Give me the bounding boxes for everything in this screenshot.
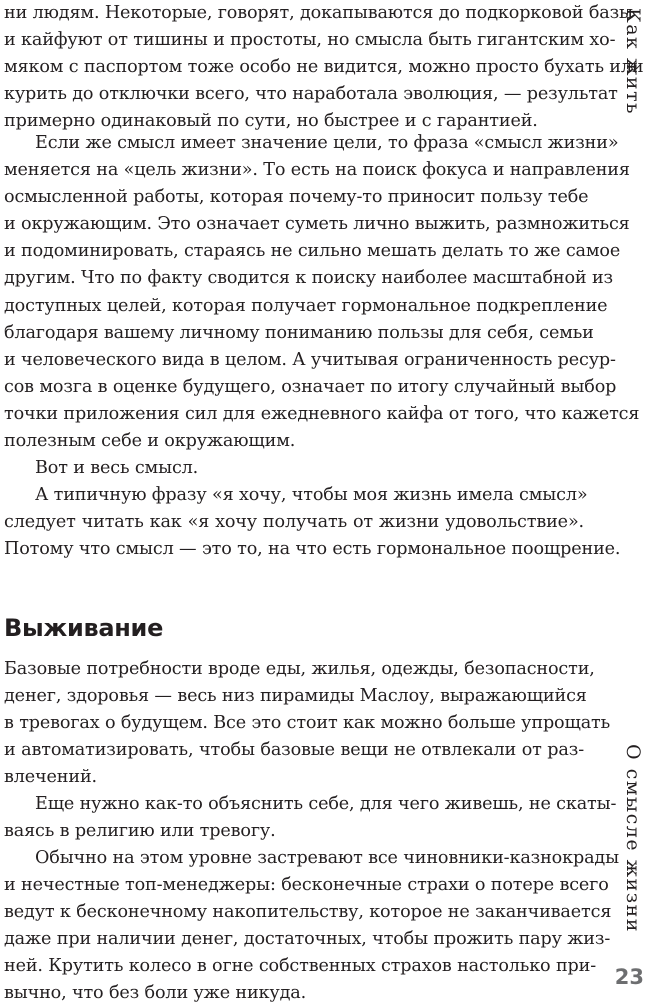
text-line: и человеческого вида в целом. А учитывая ограниченность ресур- [4,349,616,370]
text-line: меняется на «цель жизни». То есть на поиск фокуса и направления [4,160,630,181]
text-line: вычно, что без боли уже никуда. [4,983,307,1004]
paragraph [4,482,621,563]
text-line: и нечестные топ-менеджеры: бесконечные страхи о потере всего [4,875,609,896]
text-line: доступных целей, которая получает гормональное подкрепление [4,295,608,316]
text-line: Базовые потребности вроде еды, жилья, одежды, безопасности, [4,659,595,679]
text-line: ни людям. Некоторые, говорят, докапываются до подкорковой базы [4,3,633,23]
text-line: Потому что смысл — это то, на что есть гормональное поощрение. [4,539,621,560]
text-line: другим. Что по факту сводится к поиску наиболее масштабной из [4,268,613,289]
text-line: примерно одинаковый по сути, но быстрее и с гарантией. [4,111,538,132]
section-heading: Выживание [4,614,164,642]
text-line: А типичную фразу «я хочу, чтобы моя жизнь имела смысл» [35,485,588,505]
text-line: осмысленной работы, которая почему-то приносит пользу тебе [4,187,589,208]
text-line: Обычно на этом уровне застревают все чиновники-казнокрады [35,848,619,868]
section-paragraph [4,791,617,845]
text-line: мяком с паспортом тоже особо не видится, можно просто бухать или [4,57,644,78]
text-line: и автоматизировать, чтобы базовые вещи не отвлекали от раз- [4,740,584,761]
text-line: курить до отключки всего, что наработала эволюция, — результат [4,84,618,105]
running-header: Как жить [622,8,644,115]
text-line: благодаря вашему личному пониманию пользы для себя, семьи [4,322,594,343]
text-line: ней. Крутить колесо в огне собственных страхов настолько при- [4,956,597,977]
text-line: Если же смысл имеет значение цели, то фраза «смысл жизни» [35,133,619,153]
text-line: Еще нужно как-то объяснить себе, для чего живешь, не скаты- [35,794,617,814]
text-line: полезным себе и окружающим. [4,431,296,452]
text-line: и окружающим. Это означает суметь лично выжить, размножиться [4,214,630,235]
chapter-title: О смысле жизни [622,744,644,933]
paragraph [4,130,640,455]
text-line: Вот и весь смысл. [35,458,199,478]
text-line: и подоминировать, стараясь не сильно мешать делать то же самое [4,241,621,262]
text-line: ведут к бесконечному накопительству, которое не заканчивается [4,902,612,923]
text-line: влечений. [4,767,97,788]
text-line: сов мозга в оценке будущего, означает по итогу случайный выбор [4,376,617,397]
text-line: и кайфуют от тишины и простоты, но смысла быть гигантским хо- [4,30,616,51]
text-line: точки приложения сил для ежедневного кайфа от того, что кажется [4,403,640,424]
section-paragraph [4,845,619,1008]
page-number: 23 [614,965,644,989]
text-line: в тревогах о будущем. Все это стоит как можно больше упрощать [4,713,611,734]
section-paragraph [4,656,611,791]
text-line: денег, здоровья — весь низ пирамиды Маслоу, выражающийся [4,686,587,707]
paragraph [4,455,584,482]
text-line: ваясь в религию или тревогу. [4,821,276,842]
text-line: даже при наличии денег, достаточных, чтобы прожить пару жиз- [4,929,611,950]
text-line: следует читать как «я хочу получать от жизни удовольствие». [4,512,584,533]
